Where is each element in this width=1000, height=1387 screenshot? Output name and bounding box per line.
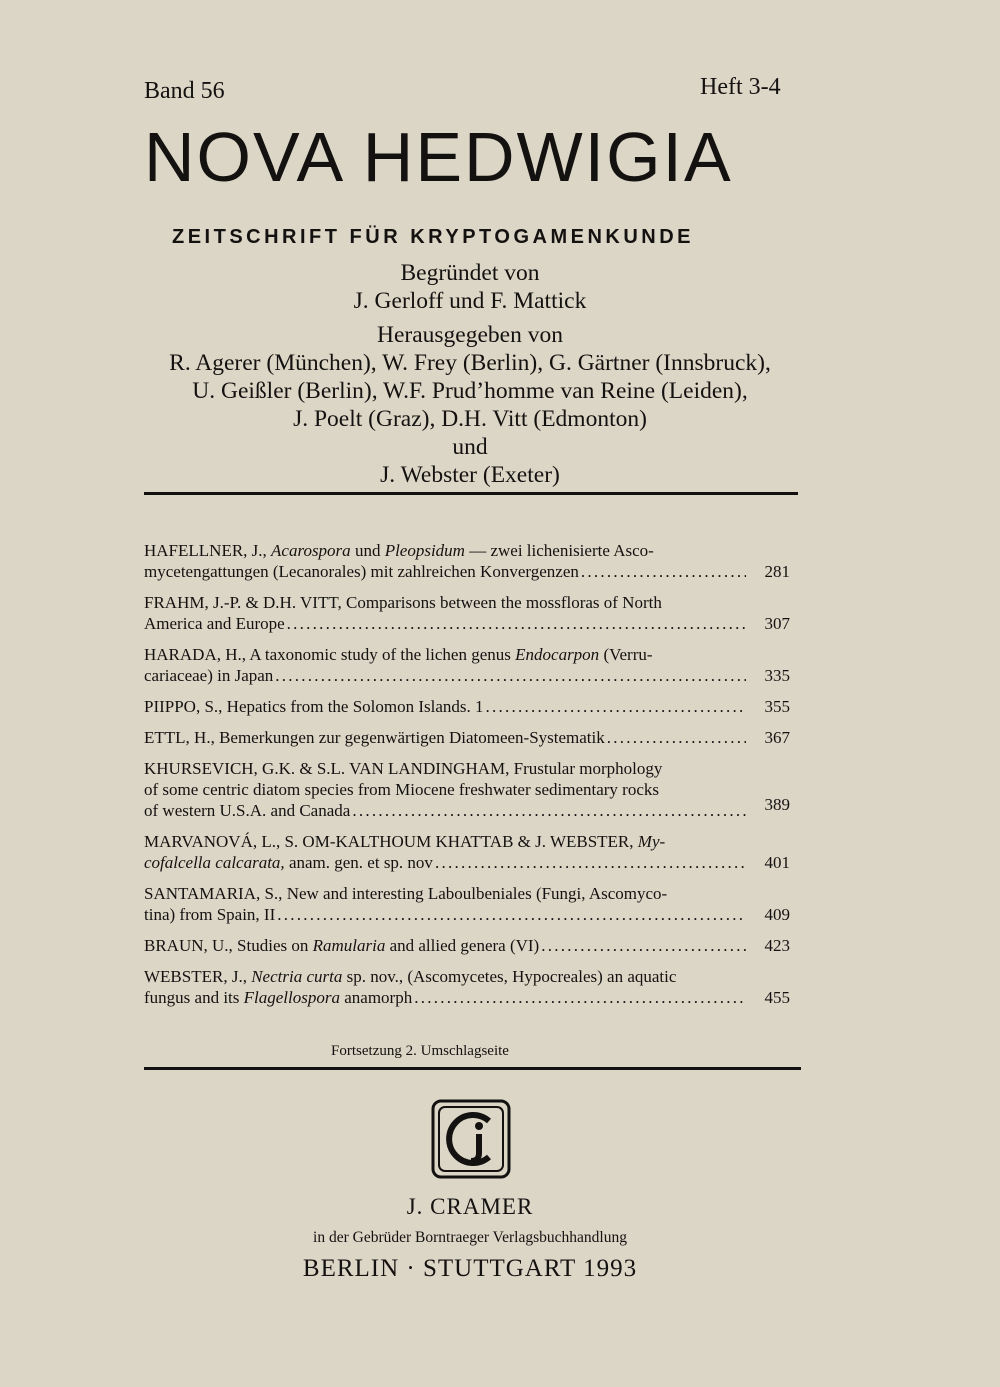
toc-entry-middle-line: of some centric diatom species from Miocene freshwater sedimentary rocks (144, 780, 660, 799)
toc-title-part: Hepatics from the Solomon Islands. 1 (226, 697, 484, 716)
editors-line: R. Agerer (München), W. Frey (Berlin), G. Gärtner (Innsbruck), (169, 350, 771, 376)
toc-authors: ETTL, H., (144, 728, 215, 747)
founders-names: J. Gerloff und F. Mattick (353, 288, 587, 314)
toc-page-number: 389 (764, 795, 790, 814)
toc-title-part: Bemerkungen zur gegenwärtigen Diatomeen-Systematik (219, 728, 605, 747)
toc-entry[interactable] (144, 727, 790, 748)
toc-title-part: anamorph (339, 988, 413, 1007)
editors-block (140, 321, 800, 489)
founders-block (140, 259, 800, 315)
toc-title-part: Frustular morphology (513, 759, 663, 778)
toc-entry-last-line (144, 795, 790, 821)
toc-title-part: tina) from Spain, II (144, 905, 276, 924)
toc-page-number: 423 (764, 936, 790, 955)
toc-authors: PIIPPO, S., (144, 697, 223, 716)
toc-title-part: Pleopsidum (384, 541, 465, 560)
toc-title-part: Flagellospora (243, 988, 340, 1007)
toc-page-number: 335 (764, 666, 790, 685)
toc-page-number: 307 (764, 614, 790, 633)
toc-entry-text (144, 935, 539, 956)
toc-entry[interactable] (144, 696, 790, 717)
toc-title-part: anam. gen. et sp. nov (284, 853, 433, 872)
leader-dots (435, 852, 746, 873)
toc-entry-last-line (144, 727, 790, 748)
toc-entry-last-line (144, 987, 790, 1008)
journal-subtitle: ZEITSCHRIFT FÜR KRYPTOGAMENKUNDE (172, 226, 694, 248)
toc-page-number: 401 (764, 853, 790, 872)
toc-authors: BRAUN, U., (144, 936, 233, 955)
leader-dots (541, 935, 746, 956)
leader-dots (287, 613, 746, 634)
bottom-divider (144, 1067, 801, 1070)
leader-dots (414, 987, 746, 1008)
toc-title-part: Acarospora (271, 541, 351, 560)
publisher-house: in der Gebrüder Borntraeger Verlagsbuchhandlung (313, 1229, 627, 1246)
toc-title-part: (Verru- (599, 645, 653, 664)
toc-entry-text (144, 696, 484, 717)
editors-label: Herausgegeben von (377, 322, 563, 348)
toc-entry-last-line (144, 696, 790, 717)
toc-entry[interactable] (144, 883, 790, 925)
toc-title-part: fungus and its (144, 988, 244, 1007)
toc-authors: HARADA, H., (144, 645, 246, 664)
leader-dots (352, 800, 746, 821)
editors-line: U. Geißler (Berlin), W.F. Prud’homme van Reine (Leiden), (192, 378, 748, 404)
editors-line: J. Webster (Exeter) (380, 462, 560, 488)
founded-label: Begründet von (400, 260, 540, 286)
publisher-name: J. CRAMER (406, 1194, 534, 1219)
toc-entry-last-line (144, 935, 790, 956)
issue-number: Heft 3-4 (700, 74, 781, 100)
toc-title-part: Studies on (237, 936, 313, 955)
toc-entry[interactable] (144, 966, 790, 1008)
toc-title-part: My- (637, 832, 666, 851)
toc-page-number: 367 (764, 728, 790, 747)
continued-note: Fortsetzung 2. Umschlagseite (331, 1043, 509, 1059)
toc-entry-last-line (144, 665, 790, 686)
toc-title-part: Comparisons between the mossfloras of North (345, 593, 662, 612)
toc-title-part: America and Europe (144, 614, 285, 633)
leader-dots (607, 727, 746, 748)
toc-authors: KHURSEVICH, G.K. & S.L. VAN LANDINGHAM, (144, 759, 510, 778)
toc-entry-last-line (144, 613, 790, 634)
toc-title-part: Ramularia (312, 936, 386, 955)
toc-title-part: New and interesting Laboulbeniales (Fungi, Ascomyco- (286, 884, 668, 903)
leader-dots (486, 696, 746, 717)
toc-title-part: mycetengattungen (Lecanorales) mit zahlreichen Konvergenzen (144, 562, 579, 581)
toc-entry-last-line (144, 561, 790, 582)
toc-entry-first-line (144, 758, 790, 779)
toc-entry[interactable] (144, 592, 790, 634)
leader-dots (277, 904, 746, 925)
toc-entry[interactable] (144, 935, 790, 956)
toc-authors: FRAHM, J.-P. & D.H. VITT, (144, 593, 342, 612)
toc-entry-last-line (144, 852, 790, 873)
toc-entry[interactable] (144, 758, 790, 821)
toc-entry-last-line (144, 904, 790, 925)
toc-entry[interactable] (144, 644, 790, 686)
toc-entry-first-line (144, 883, 790, 904)
toc-authors: HAFELLNER, J., (144, 541, 267, 560)
toc-title-part: cofalcella calcarata, (144, 853, 285, 872)
toc-entry-first-line (144, 831, 790, 852)
volume-number: Band 56 (144, 78, 225, 104)
toc-authors: WEBSTER, J., (144, 967, 247, 986)
toc-page-number: 409 (764, 905, 790, 924)
toc-title-part: sp. nov., (Ascomycetes, Hypocreales) an aquatic (342, 967, 677, 986)
toc-entry-first-line (144, 644, 790, 665)
toc-title-part: of western U.S.A. and Canada (144, 801, 351, 820)
toc-entry-text (144, 727, 605, 748)
toc-title-part: und (350, 541, 385, 560)
publisher-city-year: BERLIN · STUTTGART 1993 (302, 1255, 638, 1282)
editors-line: und (452, 434, 488, 460)
toc-entry[interactable] (144, 540, 790, 582)
toc-entry-first-line (144, 592, 790, 613)
toc-title-part: and allied genera (VI) (385, 936, 540, 955)
toc-page-number: 455 (764, 988, 790, 1007)
toc-page-number: 355 (764, 697, 790, 716)
editors-line: J. Poelt (Graz), D.H. Vitt (Edmonton) (293, 406, 647, 432)
toc-entry-first-line (144, 966, 790, 987)
toc-entry-first-line (144, 540, 790, 561)
top-divider (144, 492, 798, 495)
cramer-cj-logo-icon (431, 1099, 511, 1179)
toc-title-part: Endocarpon (515, 645, 600, 664)
leader-dots (275, 665, 746, 686)
toc-authors: SANTAMARIA, S., (144, 884, 283, 903)
leader-dots (581, 561, 746, 582)
toc-entry-text (144, 987, 412, 1008)
toc-entry[interactable] (144, 831, 790, 873)
toc-page-number: 281 (764, 562, 790, 581)
toc-authors: MARVANOVÁ, L., S. OM-KALTHOUM KHATTAB & J. WEBSTER, (144, 832, 634, 851)
toc-title-part: — zwei lichenisierte Asco- (464, 541, 654, 560)
toc-title-part: A taxonomic study of the lichen genus (249, 645, 516, 664)
journal-title: NOVA HEDWIGIA (144, 118, 733, 196)
toc-entry-text (144, 852, 433, 873)
toc-title-part: cariaceae) in Japan (144, 666, 274, 685)
toc-title-part: Nectria curta (251, 967, 343, 986)
table-of-contents (144, 540, 790, 1018)
